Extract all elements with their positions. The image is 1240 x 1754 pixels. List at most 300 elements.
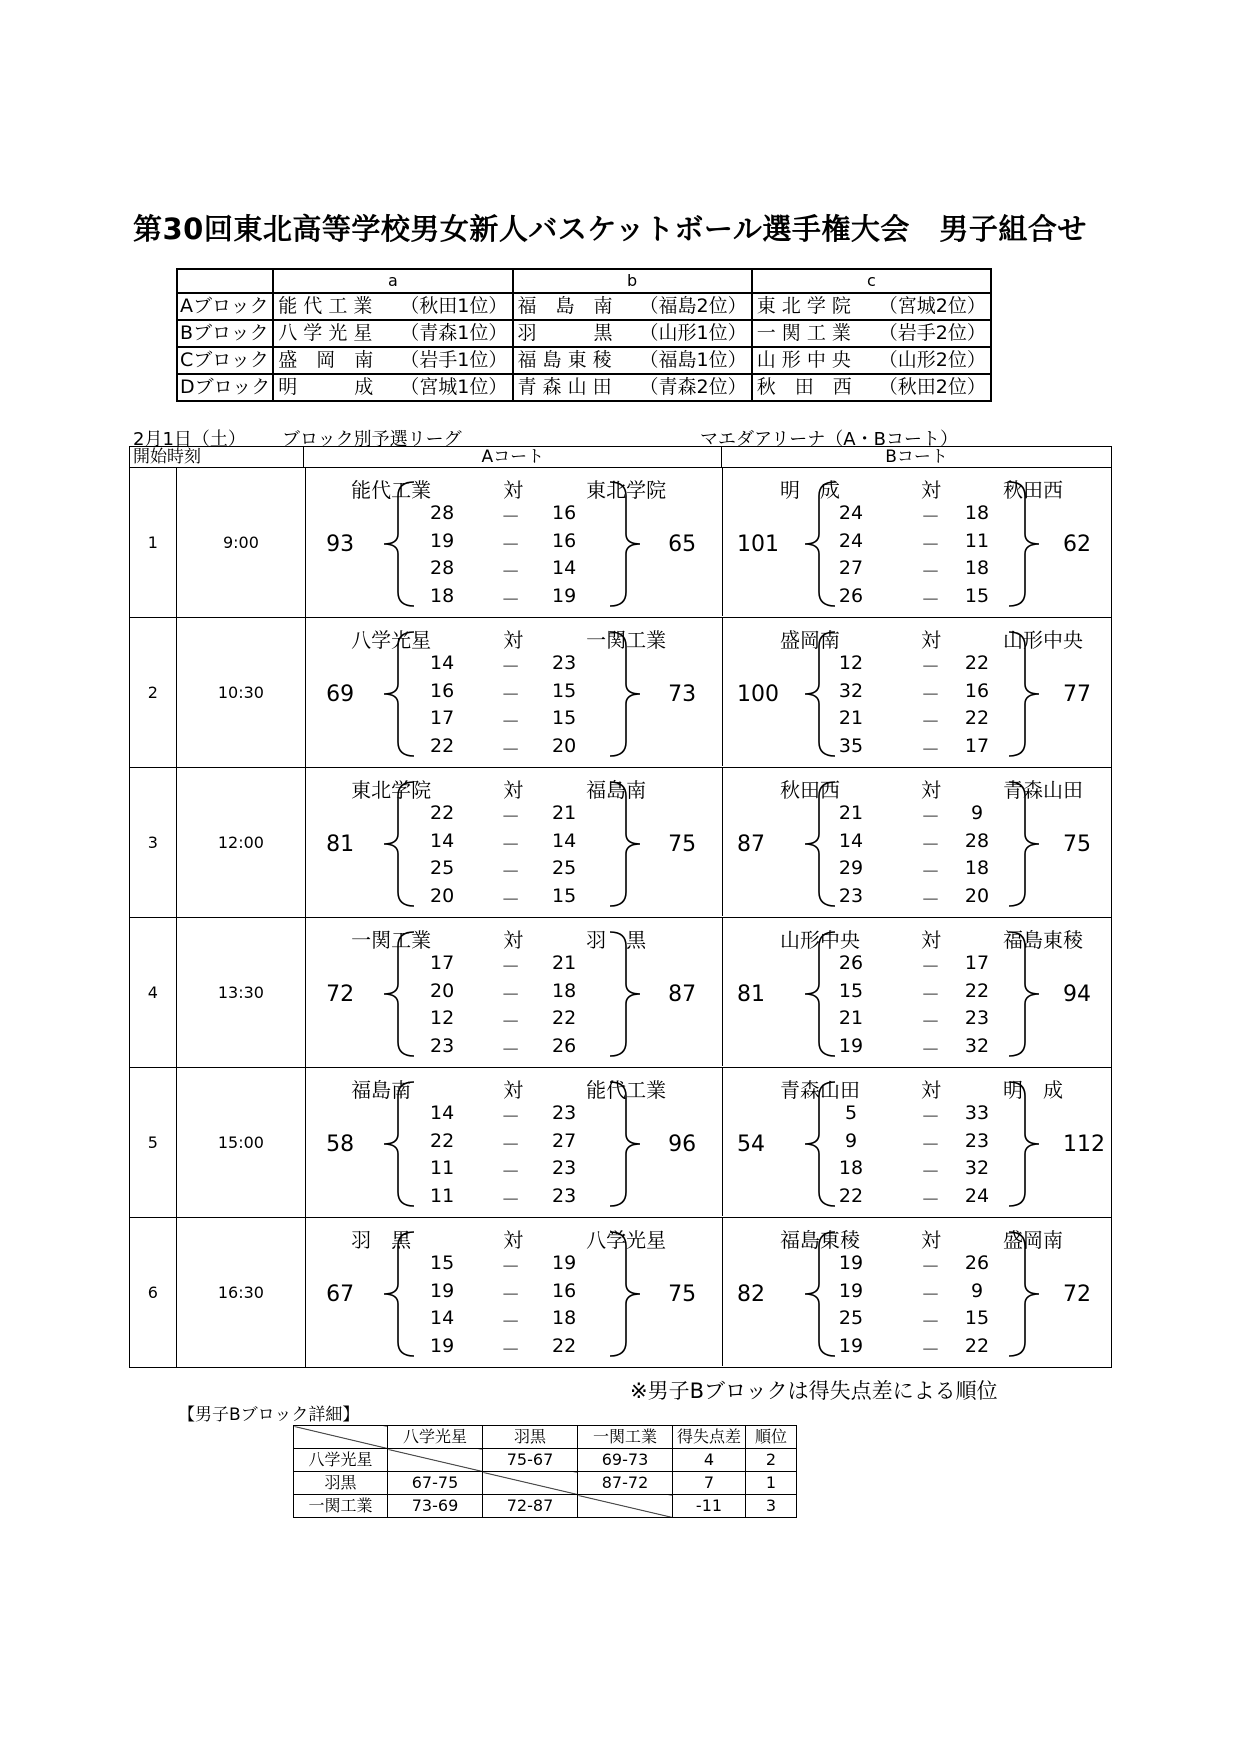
away-total: 73 — [668, 682, 697, 707]
court-a-match — [306, 468, 722, 616]
quarter-dash: － — [501, 1106, 521, 1128]
detail-team-cell: 八学光星 — [294, 1449, 388, 1472]
quarter-away-score: 19 — [552, 1252, 577, 1274]
quarter-away-score: 21 — [552, 802, 577, 824]
block-cell — [273, 347, 512, 374]
quarter-away-score: 14 — [552, 557, 577, 579]
vs-label: 対 — [503, 928, 524, 952]
quarter-dash: － — [501, 1133, 521, 1156]
right-brace — [1009, 482, 1039, 606]
detail-cell: 1 — [746, 1472, 797, 1495]
court-b-match — [722, 768, 1111, 916]
vs-label: 対 — [920, 928, 941, 952]
game-time: 12:00 — [177, 768, 306, 917]
quarter-home-score: 19 — [838, 1034, 864, 1057]
quarter-away-score: 15 — [552, 707, 577, 729]
score-braces — [723, 468, 1113, 616]
quarter-dash: － — [920, 683, 940, 706]
quarter-home-score: 14 — [430, 1307, 455, 1329]
schedule-date: 2月1日（土） — [133, 429, 246, 450]
quarter-dash: － — [501, 833, 521, 856]
quarter-dash: － — [501, 806, 521, 828]
quarter-dash: － — [920, 1133, 940, 1156]
quarter-home-score: 28 — [430, 557, 455, 579]
quarter-home-score: 32 — [838, 679, 864, 702]
right-brace — [1009, 1232, 1039, 1356]
quarter-home-score: 19 — [838, 1252, 864, 1274]
court-a-match — [306, 618, 722, 766]
home-total: 81 — [736, 982, 765, 1007]
detail-title: 【男子Bブロック詳細】 — [178, 1405, 360, 1425]
team-rank: （福島1位） — [639, 349, 747, 371]
team-name: 羽 黒 — [517, 322, 613, 344]
right-brace — [1009, 782, 1039, 906]
quarter-away-score: 32 — [964, 1034, 990, 1057]
quarter-home-score: 16 — [430, 679, 455, 702]
detail-cell: 7 — [673, 1472, 746, 1495]
quarter-dash: － — [501, 1256, 521, 1278]
quarter-dash: － — [501, 738, 521, 761]
home-total: 82 — [736, 1282, 765, 1307]
quarter-dash: － — [501, 1188, 521, 1211]
detail-cell: 73-69 — [388, 1495, 483, 1518]
court-b-match — [722, 618, 1111, 766]
away-total: 75 — [668, 832, 697, 857]
team-name: 盛 岡 南 — [278, 349, 374, 371]
vs-label: 対 — [920, 778, 941, 802]
quarter-home-score: 11 — [430, 1184, 455, 1207]
quarter-home-score: 14 — [430, 652, 455, 674]
block-cell — [273, 293, 512, 320]
quarter-dash: － — [920, 1038, 940, 1061]
detail-cell: 2 — [746, 1449, 797, 1472]
quarter-dash: － — [501, 588, 521, 611]
vs-label: 対 — [920, 1078, 941, 1102]
quarter-home-score: 23 — [838, 884, 864, 907]
quarter-home-score: 17 — [430, 952, 455, 974]
game-row — [129, 468, 1112, 618]
home-team: 秋田西 — [779, 778, 840, 802]
schedule-table — [129, 446, 1112, 1368]
court-b-match — [722, 1218, 1111, 1366]
quarter-dash: － — [920, 833, 940, 856]
quarter-dash: － — [501, 711, 521, 733]
quarter-home-score: 29 — [838, 857, 864, 879]
quarter-away-score: 33 — [964, 1102, 990, 1124]
quarter-dash: － — [920, 806, 940, 828]
left-brace — [384, 632, 414, 756]
home-total: 67 — [326, 1282, 355, 1307]
quarter-home-score: 18 — [838, 1157, 864, 1179]
detail-header-cell: 順位 — [746, 1426, 797, 1449]
detail-row — [294, 1449, 797, 1472]
game-number: 3 — [130, 768, 177, 917]
detail-cell: -11 — [673, 1495, 746, 1518]
right-brace — [610, 782, 640, 906]
quarter-home-score: 25 — [838, 1307, 864, 1329]
quarter-away-score: 9 — [970, 1279, 984, 1302]
detail-cell: 69-73 — [578, 1449, 673, 1472]
quarter-home-score: 15 — [838, 979, 864, 1002]
home-team: 盛岡南 — [779, 628, 840, 652]
game-time: 13:30 — [177, 918, 306, 1067]
score-braces — [723, 618, 1113, 766]
quarter-dash: － — [920, 1311, 940, 1333]
away-total: 75 — [668, 1282, 697, 1307]
team-name: 東 北 学 院 — [756, 295, 851, 317]
detail-header-cell: 得失点差 — [673, 1426, 746, 1449]
away-total: 75 — [1062, 832, 1091, 857]
team-name: 秋 田 西 — [756, 376, 852, 398]
home-team: 東北学院 — [351, 778, 432, 802]
block-row — [177, 374, 991, 401]
quarter-home-score: 14 — [430, 829, 455, 852]
game-number: 1 — [130, 468, 177, 617]
detail-team-cell: 羽黒 — [294, 1472, 388, 1495]
quarter-home-score: 20 — [430, 884, 455, 907]
left-brace — [805, 782, 835, 906]
quarter-home-score: 24 — [838, 502, 864, 524]
header-col-b: b — [513, 269, 752, 293]
score-braces — [306, 468, 724, 616]
quarter-dash: － — [920, 1011, 940, 1033]
home-team: 羽 黒 — [351, 1228, 412, 1252]
score-braces — [723, 918, 1113, 1066]
quarter-away-score: 22 — [964, 652, 990, 674]
vs-label: 対 — [503, 778, 524, 802]
home-total: 100 — [736, 682, 779, 707]
game-time: 16:30 — [177, 1218, 306, 1367]
quarter-home-score: 21 — [838, 1007, 864, 1029]
detail-cell: 87-72 — [578, 1472, 673, 1495]
block-label: Cブロック — [177, 347, 273, 374]
team-rank: （山形2位） — [878, 349, 986, 371]
away-team: 青森山田 — [1002, 778, 1083, 802]
quarter-away-score: 18 — [964, 557, 990, 579]
quarter-home-score: 19 — [430, 1279, 455, 1302]
quarter-home-score: 14 — [838, 829, 864, 852]
home-team: 青森山田 — [779, 1078, 860, 1102]
detail-cell — [578, 1495, 673, 1518]
quarter-away-score: 22 — [964, 707, 990, 729]
schedule-league: ブロック別予選リーグ — [282, 429, 462, 450]
court-a-match — [306, 768, 722, 916]
home-team: 明 成 — [779, 478, 840, 502]
quarter-away-score: 22 — [964, 1334, 990, 1357]
game-time: 15:00 — [177, 1068, 306, 1217]
team-rank: （宮城1位） — [400, 376, 508, 398]
quarter-dash: － — [501, 1161, 521, 1183]
block-label: Dブロック — [177, 374, 273, 401]
quarter-home-score: 22 — [838, 1184, 864, 1207]
right-brace — [610, 482, 640, 606]
home-total: 72 — [326, 982, 355, 1007]
quarter-dash: － — [501, 983, 521, 1006]
team-rank: （秋田2位） — [878, 376, 986, 398]
score-braces — [306, 1068, 724, 1216]
team-rank: （岩手1位） — [400, 349, 508, 371]
team-rank: （青森2位） — [639, 376, 747, 398]
block-cell — [752, 293, 991, 320]
away-total: 87 — [668, 982, 697, 1007]
away-total: 72 — [1062, 1282, 1091, 1307]
quarter-away-score: 23 — [552, 1102, 577, 1124]
detail-cell: 75-67 — [483, 1449, 578, 1472]
block-draw-table — [176, 268, 992, 402]
team-rank: （山形1位） — [639, 322, 747, 344]
quarter-home-score: 26 — [838, 952, 864, 974]
away-team: 福島東稜 — [1002, 928, 1083, 952]
block-cell — [513, 293, 752, 320]
right-brace — [610, 932, 640, 1056]
quarter-away-score: 23 — [964, 1129, 990, 1152]
away-team: 盛岡南 — [1002, 1228, 1063, 1252]
score-braces — [723, 768, 1113, 916]
quarter-away-score: 15 — [552, 884, 577, 907]
away-team: 秋田西 — [1002, 478, 1063, 502]
detail-cell: 3 — [746, 1495, 797, 1518]
quarter-home-score: 19 — [838, 1334, 864, 1357]
away-team: 能代工業 — [586, 1078, 667, 1102]
vs-label: 対 — [503, 478, 524, 502]
quarter-away-score: 23 — [552, 652, 577, 674]
quarter-home-score: 24 — [838, 529, 864, 552]
quarter-away-score: 26 — [964, 1252, 990, 1274]
quarter-away-score: 23 — [964, 1007, 990, 1029]
quarter-away-score: 17 — [964, 952, 990, 974]
court-b-header: Bコート — [721, 446, 1112, 468]
team-rank: （岩手2位） — [878, 322, 986, 344]
game-number: 5 — [130, 1068, 177, 1217]
home-total: 81 — [326, 832, 355, 857]
block-label: Aブロック — [177, 293, 273, 320]
left-brace — [805, 632, 835, 756]
quarter-away-score: 22 — [964, 979, 990, 1002]
away-total: 112 — [1062, 1132, 1105, 1157]
quarter-home-score: 19 — [430, 529, 455, 552]
quarter-away-score: 27 — [552, 1129, 577, 1152]
right-brace — [610, 1082, 640, 1206]
quarter-dash: － — [501, 506, 521, 528]
header-blank — [177, 269, 273, 293]
quarter-away-score: 32 — [964, 1157, 990, 1179]
left-brace — [384, 1232, 414, 1356]
quarter-away-score: 23 — [552, 1157, 577, 1179]
quarter-away-score: 22 — [552, 1334, 577, 1357]
detail-header-cell: 一関工業 — [578, 1426, 673, 1449]
away-team: 山形中央 — [1002, 628, 1083, 652]
detail-cell — [483, 1472, 578, 1495]
game-row — [129, 618, 1112, 768]
away-team: 明 成 — [1002, 1078, 1063, 1102]
detail-header-cell: 羽黒 — [483, 1426, 578, 1449]
quarter-dash: － — [501, 861, 521, 883]
quarter-away-score: 14 — [552, 829, 577, 852]
quarter-dash: － — [501, 1283, 521, 1306]
block-row — [177, 320, 991, 347]
quarter-home-score: 23 — [430, 1034, 455, 1057]
left-brace — [805, 1232, 835, 1356]
away-total: 77 — [1062, 682, 1091, 707]
court-a-match — [306, 918, 722, 1066]
ranking-note: ※男子Bブロックは得失点差による順位 — [630, 1379, 998, 1403]
quarter-home-score: 15 — [430, 1252, 455, 1274]
vs-label: 対 — [503, 1078, 524, 1102]
quarter-away-score: 16 — [552, 529, 577, 552]
quarter-dash: － — [501, 683, 521, 706]
quarter-dash: － — [920, 888, 940, 911]
left-brace — [384, 932, 414, 1056]
vs-label: 対 — [920, 628, 941, 652]
quarter-home-score: 20 — [430, 979, 455, 1002]
court-a-match — [306, 1218, 722, 1366]
detail-header-row — [294, 1426, 797, 1449]
team-name: 一 関 工 業 — [756, 322, 851, 344]
team-rank: （宮城2位） — [878, 295, 986, 317]
score-braces — [723, 1218, 1113, 1366]
home-total: 58 — [326, 1132, 355, 1157]
quarter-dash: － — [501, 1038, 521, 1061]
quarter-dash: － — [920, 983, 940, 1006]
quarter-home-score: 19 — [430, 1334, 455, 1357]
quarter-away-score: 20 — [552, 734, 577, 757]
detail-team-cell: 一関工業 — [294, 1495, 388, 1518]
quarter-home-score: 12 — [838, 652, 864, 674]
quarter-dash: － — [501, 1311, 521, 1333]
block-cell — [273, 320, 512, 347]
home-team: 福島東稜 — [779, 1228, 860, 1252]
game-row — [129, 768, 1112, 918]
game-row — [129, 1068, 1112, 1218]
left-brace — [384, 782, 414, 906]
home-team: 能代工業 — [351, 478, 432, 502]
quarter-away-score: 15 — [552, 679, 577, 702]
quarter-dash: － — [501, 888, 521, 911]
quarter-away-score: 22 — [552, 1007, 577, 1029]
quarter-away-score: 16 — [552, 502, 577, 524]
team-name: 福 島 東 稜 — [517, 349, 612, 371]
quarter-away-score: 18 — [964, 502, 990, 524]
game-time: 10:30 — [177, 618, 306, 767]
quarter-dash: － — [920, 738, 940, 761]
quarter-home-score: 5 — [844, 1102, 858, 1124]
left-brace — [805, 482, 835, 606]
quarter-away-score: 19 — [552, 584, 577, 607]
quarter-dash: － — [920, 1256, 940, 1278]
detail-cell: 72-87 — [483, 1495, 578, 1518]
court-b-match — [722, 468, 1111, 616]
quarter-away-score: 21 — [552, 952, 577, 974]
quarter-dash: － — [501, 561, 521, 583]
away-team: 福島南 — [586, 778, 647, 802]
team-rank: （福島2位） — [639, 295, 747, 317]
page-title: 第30回東北高等学校男女新人バスケットボール選手権大会 男子組合せ — [133, 212, 1087, 246]
quarter-home-score: 28 — [430, 502, 455, 524]
block-cell — [513, 347, 752, 374]
home-team: 八学光星 — [351, 628, 432, 652]
quarter-home-score: 12 — [430, 1007, 455, 1029]
block-cell — [513, 374, 752, 401]
right-brace — [1009, 1082, 1039, 1206]
quarter-home-score: 17 — [430, 707, 455, 729]
quarter-dash: － — [501, 656, 521, 678]
quarter-home-score: 19 — [838, 1279, 864, 1302]
schedule-header-row — [129, 446, 1112, 468]
detail-cell — [388, 1449, 483, 1472]
quarter-dash: － — [920, 561, 940, 583]
quarter-dash: － — [920, 588, 940, 611]
quarter-home-score: 22 — [430, 734, 455, 757]
quarter-dash: － — [920, 1188, 940, 1211]
team-name: 明 成 — [278, 376, 374, 398]
team-rank: （秋田1位） — [400, 295, 508, 317]
right-brace — [1009, 632, 1039, 756]
left-brace — [384, 482, 414, 606]
quarter-away-score: 11 — [964, 529, 990, 552]
quarter-dash: － — [920, 1338, 940, 1361]
score-braces — [306, 1218, 724, 1366]
quarter-away-score: 16 — [964, 679, 990, 702]
quarter-home-score: 26 — [838, 584, 864, 607]
detail-row — [294, 1472, 797, 1495]
team-name: 八 学 光 星 — [278, 322, 373, 344]
quarter-away-score: 17 — [964, 734, 990, 757]
score-braces — [306, 918, 724, 1066]
quarter-dash: － — [920, 861, 940, 883]
quarter-away-score: 16 — [552, 1279, 577, 1302]
detail-corner-cell — [294, 1426, 388, 1449]
quarter-dash: － — [920, 956, 940, 978]
start-time-header: 開始時刻 — [129, 446, 303, 468]
quarter-dash: － — [920, 656, 940, 678]
quarter-dash: － — [920, 711, 940, 733]
quarter-dash: － — [501, 1011, 521, 1033]
vs-label: 対 — [503, 1228, 524, 1252]
away-total: 65 — [668, 532, 697, 557]
quarter-away-score: 25 — [552, 857, 577, 879]
court-b-match — [722, 1068, 1111, 1216]
home-total: 54 — [736, 1132, 765, 1157]
quarter-home-score: 11 — [430, 1157, 455, 1179]
left-brace — [805, 932, 835, 1056]
quarter-away-score: 28 — [964, 829, 990, 852]
quarter-away-score: 18 — [552, 1307, 577, 1329]
away-team: 八学光星 — [586, 1228, 667, 1252]
home-team: 一関工業 — [351, 928, 432, 952]
detail-cell: 4 — [673, 1449, 746, 1472]
header-col-c: c — [752, 269, 991, 293]
game-row — [129, 1218, 1112, 1368]
quarter-dash: － — [920, 1161, 940, 1183]
left-brace — [805, 1082, 835, 1206]
court-b-match — [722, 918, 1111, 1066]
court-a-match — [306, 1068, 722, 1216]
game-number: 4 — [130, 918, 177, 1067]
game-number: 2 — [130, 618, 177, 767]
quarter-home-score: 22 — [430, 1129, 455, 1152]
block-row — [177, 347, 991, 374]
quarter-away-score: 18 — [552, 979, 577, 1002]
block-cell — [752, 320, 991, 347]
right-brace — [610, 632, 640, 756]
home-total: 101 — [736, 532, 779, 557]
away-total: 94 — [1062, 982, 1091, 1007]
home-total: 69 — [326, 682, 355, 707]
detail-header-cell: 八学光星 — [388, 1426, 483, 1449]
quarter-home-score: 14 — [430, 1102, 455, 1124]
quarter-away-score: 15 — [964, 584, 990, 607]
team-rank: （青森1位） — [400, 322, 508, 344]
